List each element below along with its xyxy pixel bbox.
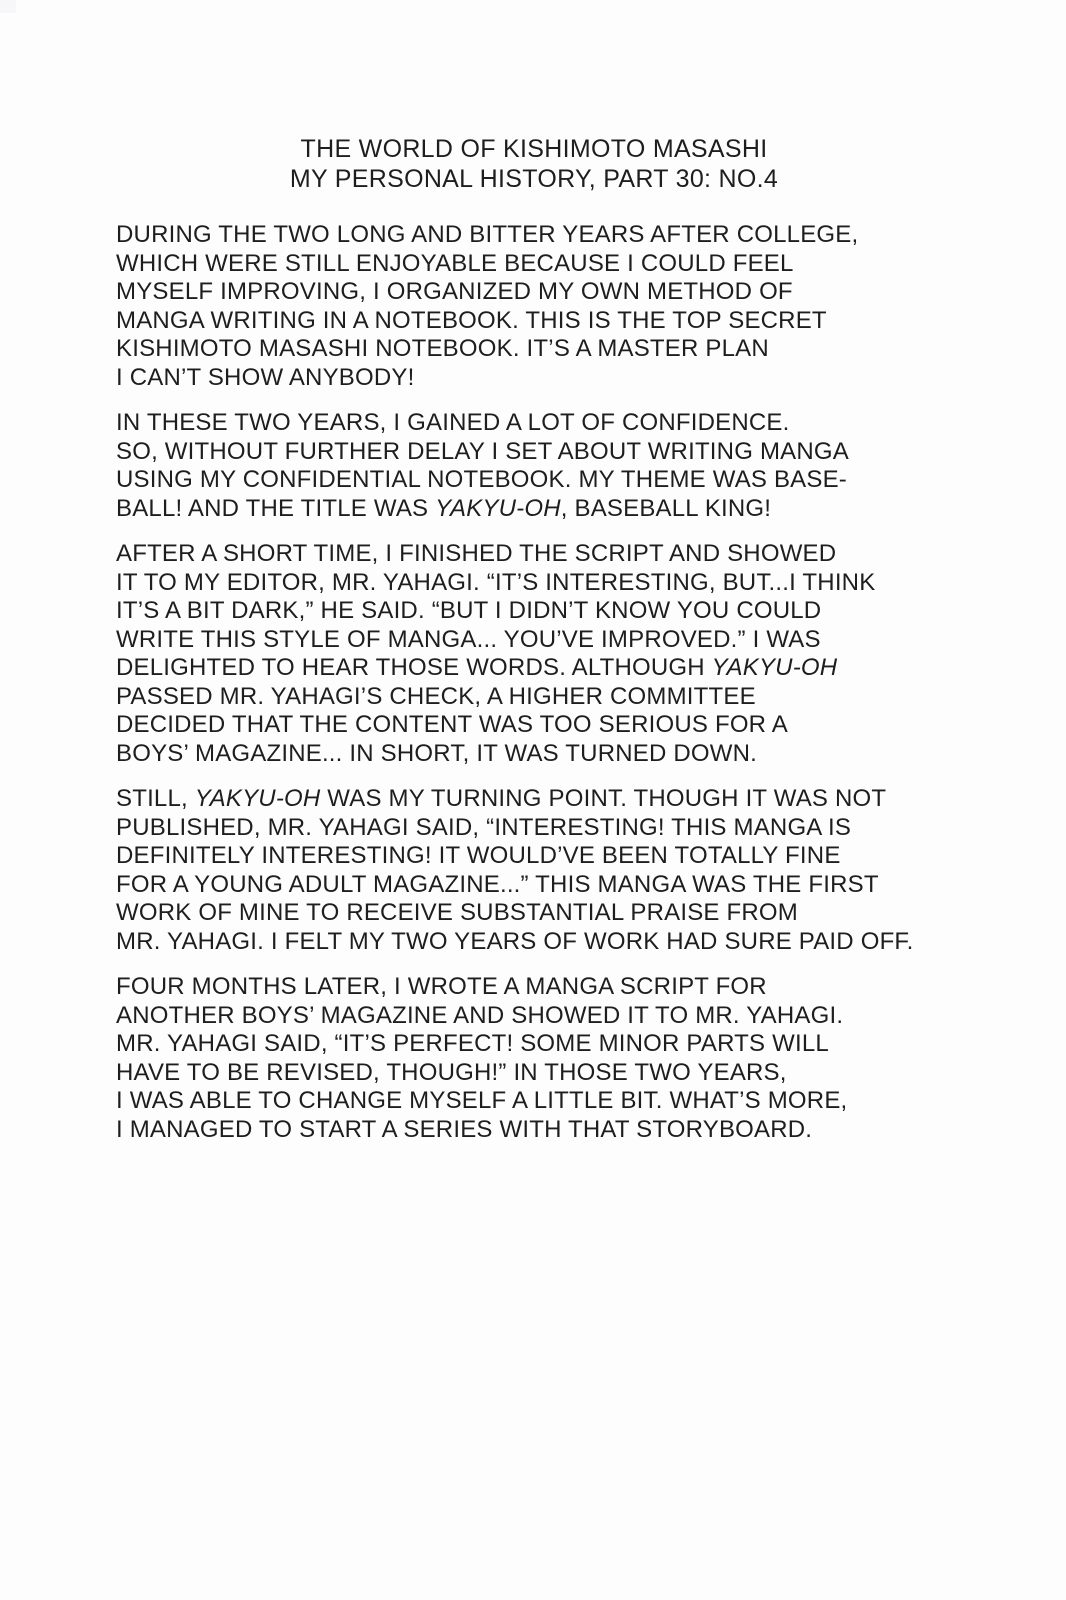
text-line: KISHIMOTO MASASHI NOTEBOOK. IT’S A MASTER PLAN [116,335,769,362]
text-line: BOYS’ MAGAZINE... IN SHORT, IT WAS TURNED DOWN. [116,739,758,767]
scan-artifact [0,0,16,13]
text-line: MR. YAHAGI SAID, “IT’S PERFECT! SOME MINOR PARTS WILL [116,1030,829,1057]
text-line: SO, WITHOUT FURTHER DELAY I SET ABOUT WRITING MANGA [116,437,849,465]
text-line: I WAS ABLE TO CHANGE MYSELF A LITTLE BIT. WHAT’S MORE, [116,1087,848,1114]
text-line: MYSELF IMPROVING, I ORGANIZED MY OWN METHOD OF [116,278,793,305]
text-line: FOUR MONTHS LATER, I WROTE A MANGA SCRIPT FOR [116,973,767,1000]
text-line: I MANAGED TO START A SERIES WITH THAT STORYBOARD. [116,1115,813,1143]
text-line: WHICH WERE STILL ENJOYABLE BECAUSE I COULD FEEL [116,249,794,277]
text-line: IT’S A BIT DARK,” HE SAID. “BUT I DIDN’T KNOW YOU COULD [116,597,822,624]
title-line-2: MY PERSONAL HISTORY, PART 30: NO.4 [289,165,779,193]
text-line: DURING THE TWO LONG AND BITTER YEARS AFTER COLLEGE, [116,221,859,248]
text-line: BALL! AND THE TITLE WAS YAKYU-OH, BASEBALL KING! [116,494,772,522]
title-line-1: THE WORLD OF KISHIMOTO MASASHI [300,135,768,163]
text-line: IN THESE TWO YEARS, I GAINED A LOT OF CONFIDENCE. [116,409,790,436]
text-line: STILL, YAKYU-OH WAS MY TURNING POINT. THOUGH IT WAS NOT [116,785,887,812]
text-line: WORK OF MINE TO RECEIVE SUBSTANTIAL PRAISE FROM [116,899,798,926]
manga-text-page [116,134,952,1161]
text-line: AFTER A SHORT TIME, I FINISHED THE SCRIPT AND SHOWED [116,540,837,567]
paragraph [116,973,952,1144]
text-line: USING MY CONFIDENTIAL NOTEBOOK. MY THEME WAS BASE- [116,466,847,493]
text-line: DEFINITELY INTERESTING! IT WOULD’VE BEEN TOTALLY FINE [116,842,841,869]
paragraphs [116,221,952,1144]
text-line: PUBLISHED, MR. YAHAGI SAID, “INTERESTING! THIS MANGA IS [116,813,852,841]
text-line: IT TO MY EDITOR, MR. YAHAGI. “IT’S INTERESTING, BUT...I THINK [116,568,876,596]
text-line: ANOTHER BOYS’ MAGAZINE AND SHOWED IT TO MR. YAHAGI. [116,1001,844,1029]
text-line: FOR A YOUNG ADULT MAGAZINE...” THIS MANGA WAS THE FIRST [116,870,879,898]
paragraph [116,785,952,956]
paragraph [116,540,952,768]
paragraph [116,221,952,392]
text-line: MANGA WRITING IN A NOTEBOOK. THIS IS THE TOP SECRET [116,306,827,334]
text-line: DELIGHTED TO HEAR THOSE WORDS. ALTHOUGH YAKYU-OH [116,654,838,681]
text-line: DECIDED THAT THE CONTENT WAS TOO SERIOUS FOR A [116,711,788,738]
text-line: HAVE TO BE REVISED, THOUGH!” IN THOSE TWO YEARS, [116,1058,787,1086]
paragraph [116,409,952,523]
text-line: I CAN’T SHOW ANYBODY! [116,363,415,391]
page-title [116,134,952,194]
text-line: MR. YAHAGI. I FELT MY TWO YEARS OF WORK HAD SURE PAID OFF. [116,927,914,955]
text-line: PASSED MR. YAHAGI’S CHECK, A HIGHER COMMITTEE [116,682,756,710]
text-line: WRITE THIS STYLE OF MANGA... YOU’VE IMPROVED.” I WAS [116,625,821,653]
